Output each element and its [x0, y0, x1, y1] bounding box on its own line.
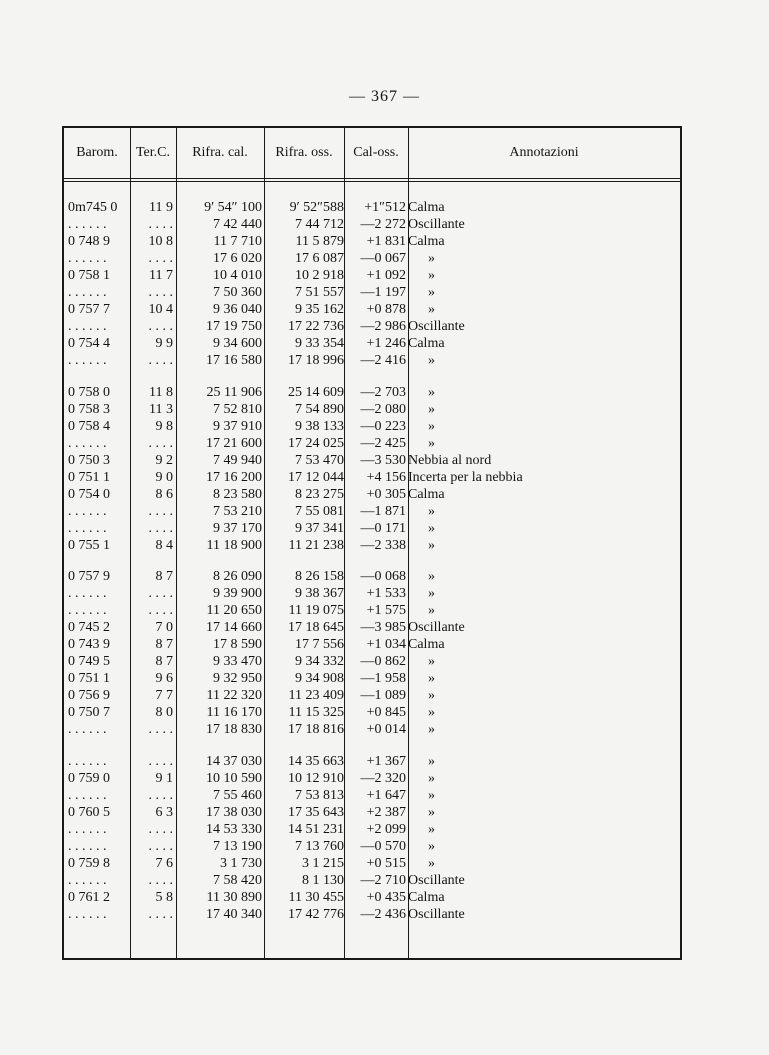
rifra-oss-cell: 3 1 215 — [302, 855, 344, 871]
annotation-cell: » — [428, 435, 435, 451]
table-row — [64, 636, 680, 653]
table-row — [64, 503, 680, 520]
barom-cell: 0 754 4 — [68, 336, 110, 352]
refraction-table — [62, 126, 682, 960]
rifra-cal-cell: 7 52 810 — [213, 401, 262, 417]
barom-cell: 0 758 4 — [68, 418, 110, 434]
cal-oss-cell: +1 831 — [366, 234, 406, 250]
annotation-cell: » — [428, 838, 435, 854]
rifra-oss-cell: 7 53 470 — [295, 452, 344, 468]
cal-oss-cell: —2 338 — [360, 537, 406, 553]
header-rule — [64, 181, 680, 182]
ter-cell: 8 4 — [155, 537, 173, 553]
cal-oss-cell: —0 223 — [360, 418, 406, 434]
cal-oss-cell: —2 703 — [360, 384, 406, 400]
annotation-cell: Calma — [408, 336, 445, 352]
ter-cell: . . . . — [148, 435, 173, 451]
ter-cell: . . . . — [148, 520, 173, 536]
rifra-cal-cell: 17 16 580 — [206, 353, 262, 369]
barom-cell: . . . . . . — [68, 722, 107, 738]
rifra-oss-cell: 9 35 162 — [295, 302, 344, 318]
cal-oss-cell: —2 986 — [360, 319, 406, 335]
header-rifra-cal: Rifra. cal. — [192, 145, 248, 160]
cal-oss-cell: +1 246 — [366, 336, 406, 352]
table-row — [64, 284, 680, 301]
rifra-oss-cell: 14 35 663 — [288, 753, 344, 769]
cal-oss-cell: —3 530 — [360, 452, 406, 468]
rifra-oss-cell: 17 18 996 — [288, 353, 344, 369]
annotation-cell: » — [428, 251, 435, 267]
table-header — [64, 128, 680, 179]
barom-cell: . . . . . . — [68, 503, 107, 519]
header-cal-oss: Cal-oss. — [353, 145, 399, 160]
cal-oss-cell: —0 862 — [360, 654, 406, 670]
cal-oss-cell: —2 710 — [360, 872, 406, 888]
rifra-oss-cell: 10 2 918 — [295, 268, 344, 284]
ter-cell: 8 7 — [155, 569, 173, 584]
cal-oss-cell: +2 099 — [366, 821, 406, 837]
rifra-oss-cell: 7 53 813 — [295, 787, 344, 803]
barom-cell: . . . . . . — [68, 821, 107, 837]
ter-cell: . . . . — [148, 753, 173, 769]
ter-cell: 11 9 — [149, 200, 173, 215]
annotation-cell: » — [428, 654, 435, 670]
barom-cell: 0 757 7 — [68, 302, 110, 318]
cal-oss-cell: +0 878 — [366, 302, 406, 318]
rifra-cal-cell: 17 38 030 — [206, 804, 262, 820]
barom-cell: 0 743 9 — [68, 637, 110, 653]
rifra-oss-cell: 17 24 025 — [288, 435, 344, 451]
cal-oss-cell: —0 570 — [360, 838, 406, 854]
barom-cell: 0 759 8 — [68, 855, 110, 871]
rifra-cal-cell: 7 49 940 — [213, 452, 262, 468]
annotation-cell: Calma — [408, 889, 445, 905]
cal-oss-cell: +1 034 — [366, 637, 406, 653]
table-row — [64, 335, 680, 352]
rifra-oss-cell: 11 23 409 — [288, 688, 344, 704]
ter-cell: . . . . — [148, 503, 173, 519]
table-row — [64, 804, 680, 821]
ter-cell: 11 3 — [149, 401, 173, 417]
table-row — [64, 384, 680, 401]
annotation-cell: » — [428, 384, 435, 400]
ter-cell: . . . . — [148, 251, 173, 267]
rifra-cal-cell: 7 58 420 — [213, 872, 262, 888]
annotation-cell: Incerta per la nebbia — [408, 469, 523, 485]
ter-cell: 9 2 — [155, 452, 173, 468]
annotation-cell: » — [428, 705, 435, 721]
cal-oss-cell: —2 425 — [360, 435, 406, 451]
rifra-cal-cell: 14 37 030 — [206, 753, 262, 769]
ter-cell: 7 6 — [155, 855, 173, 871]
rifra-cal-cell: 8 26 090 — [213, 569, 262, 584]
table-row — [64, 568, 680, 585]
rifra-oss-cell: 14 51 231 — [288, 821, 344, 837]
rifra-oss-cell: 7 54 890 — [295, 401, 344, 417]
barom-cell: . . . . . . — [68, 435, 107, 451]
rifra-cal-cell: 17 14 660 — [206, 620, 262, 636]
rifra-cal-cell: 9 33 470 — [213, 654, 262, 670]
rifra-oss-cell: 9 38 133 — [295, 418, 344, 434]
rifra-cal-cell: 17 40 340 — [206, 906, 262, 922]
rifra-cal-cell: 17 16 200 — [206, 469, 262, 485]
table-row — [64, 301, 680, 318]
table-row — [64, 199, 680, 216]
barom-cell: . . . . . . — [68, 787, 107, 803]
barom-cell: . . . . . . — [68, 319, 107, 335]
table-row — [64, 721, 680, 738]
table-row — [64, 520, 680, 537]
ter-cell: . . . . — [148, 353, 173, 369]
rifra-cal-cell: 7 53 210 — [213, 503, 262, 519]
table-row — [64, 906, 680, 923]
annotation-cell: » — [428, 285, 435, 301]
barom-cell: 0 749 5 — [68, 654, 110, 670]
barom-cell: . . . . . . — [68, 353, 107, 369]
rifra-oss-cell: 17 22 736 — [288, 319, 344, 335]
table-row — [64, 619, 680, 636]
rifra-cal-cell: 9′ 54″ 100 — [204, 200, 262, 215]
ter-cell: . . . . — [148, 586, 173, 602]
table-row — [64, 855, 680, 872]
annotation-cell: Oscillante — [408, 620, 465, 636]
ter-cell: . . . . — [148, 906, 173, 922]
annotation-cell: » — [428, 401, 435, 417]
cal-oss-cell: —2 320 — [360, 770, 406, 786]
rifra-cal-cell: 7 42 440 — [213, 217, 262, 233]
rifra-oss-cell: 10 12 910 — [288, 770, 344, 786]
cal-oss-cell: +4 156 — [366, 469, 406, 485]
rifra-cal-cell: 9 36 040 — [213, 302, 262, 318]
annotation-cell: » — [428, 804, 435, 820]
rifra-oss-cell: 9′ 52″588 — [289, 200, 344, 215]
cal-oss-cell: —0 067 — [360, 251, 406, 267]
barom-cell: . . . . . . — [68, 285, 107, 301]
annotation-cell: » — [428, 671, 435, 687]
cal-oss-cell: —2 272 — [360, 217, 406, 233]
ter-cell: 11 7 — [149, 268, 173, 284]
ter-cell: . . . . — [148, 872, 173, 888]
cal-oss-cell: —1 197 — [360, 285, 406, 301]
table-row — [64, 401, 680, 418]
barom-cell: 0 756 9 — [68, 688, 110, 704]
barom-cell: 0 757 9 — [68, 569, 110, 584]
rifra-oss-cell: 11 30 455 — [288, 889, 344, 905]
rifra-cal-cell: 9 34 600 — [213, 336, 262, 352]
cal-oss-cell: +1″512 — [364, 200, 406, 215]
cal-oss-cell: +0 014 — [366, 722, 406, 738]
ter-cell: . . . . — [148, 217, 173, 233]
table-row — [64, 469, 680, 486]
cal-oss-cell: —0 171 — [360, 520, 406, 536]
annotation-cell: Calma — [408, 637, 445, 653]
rifra-cal-cell: 10 10 590 — [206, 770, 262, 786]
annotation-cell: Oscillante — [408, 906, 465, 922]
barom-cell: . . . . . . — [68, 603, 107, 619]
annotation-cell: » — [428, 855, 435, 871]
rifra-oss-cell: 17 42 776 — [288, 906, 344, 922]
ter-cell: 10 8 — [148, 234, 173, 250]
ter-cell: 10 4 — [148, 302, 173, 318]
ter-cell: . . . . — [148, 722, 173, 738]
ter-cell: 8 6 — [155, 486, 173, 502]
barom-cell: 0 751 1 — [68, 671, 110, 687]
cal-oss-cell: —2 436 — [360, 906, 406, 922]
rifra-cal-cell: 9 39 900 — [213, 586, 262, 602]
ter-cell: . . . . — [148, 319, 173, 335]
table-row — [64, 267, 680, 284]
table-row — [64, 872, 680, 889]
table-row — [64, 602, 680, 619]
barom-cell: 0 748 9 — [68, 234, 110, 250]
cal-oss-cell: +0 845 — [366, 705, 406, 721]
annotation-cell: » — [428, 688, 435, 704]
rifra-oss-cell: 9 33 354 — [295, 336, 344, 352]
barom-cell: 0 750 3 — [68, 452, 110, 468]
ter-cell: 9 1 — [155, 770, 173, 786]
annotation-cell: » — [428, 586, 435, 602]
rifra-oss-cell: 9 38 367 — [295, 586, 344, 602]
rifra-cal-cell: 9 37 910 — [213, 418, 262, 434]
rifra-cal-cell: 14 53 330 — [206, 821, 262, 837]
table-row — [64, 585, 680, 602]
ter-cell: 11 8 — [149, 384, 173, 400]
rifra-cal-cell: 7 13 190 — [213, 838, 262, 854]
table-row — [64, 486, 680, 503]
ter-cell: 5 8 — [155, 889, 173, 905]
rifra-cal-cell: 7 55 460 — [213, 787, 262, 803]
cal-oss-cell: +2 387 — [366, 804, 406, 820]
barom-cell: 0 758 1 — [68, 268, 110, 284]
rifra-cal-cell: 25 11 906 — [206, 384, 262, 400]
rifra-oss-cell: 9 34 908 — [295, 671, 344, 687]
ter-cell: 9 6 — [155, 671, 173, 687]
table-row — [64, 753, 680, 770]
header-annotazioni: Annotazioni — [509, 145, 579, 160]
rifra-cal-cell: 11 7 710 — [213, 234, 262, 250]
rifra-cal-cell: 17 6 020 — [213, 251, 262, 267]
rifra-cal-cell: 9 37 170 — [213, 520, 262, 536]
annotation-cell: Oscillante — [408, 217, 465, 233]
annotation-cell: » — [428, 268, 435, 284]
annotation-cell: » — [428, 537, 435, 553]
cal-oss-cell: +1 367 — [366, 753, 406, 769]
annotation-cell: Calma — [408, 234, 445, 250]
barom-cell: . . . . . . — [68, 753, 107, 769]
ter-cell: 8 7 — [155, 637, 173, 653]
ter-cell: 9 9 — [155, 336, 173, 352]
annotation-cell: » — [428, 503, 435, 519]
ter-cell: 9 0 — [155, 469, 173, 485]
annotation-cell: Oscillante — [408, 319, 465, 335]
rifra-oss-cell: 17 6 087 — [295, 251, 344, 267]
cal-oss-cell: —1 089 — [360, 688, 406, 704]
rifra-cal-cell: 7 50 360 — [213, 285, 262, 301]
annotation-cell: » — [428, 353, 435, 369]
table-row — [64, 435, 680, 452]
rifra-oss-cell: 8 1 130 — [302, 872, 344, 888]
annotation-cell: Calma — [408, 486, 445, 502]
ter-cell: 8 7 — [155, 654, 173, 670]
rifra-cal-cell: 8 23 580 — [213, 486, 262, 502]
annotation-cell: » — [428, 753, 435, 769]
header-rifra-oss: Rifra. oss. — [275, 145, 333, 160]
rifra-oss-cell: 7 44 712 — [295, 217, 344, 233]
cal-oss-cell: —0 068 — [360, 569, 406, 584]
cal-oss-cell: +1 647 — [366, 787, 406, 803]
ter-cell: . . . . — [148, 285, 173, 301]
annotation-cell: » — [428, 603, 435, 619]
rifra-oss-cell: 8 26 158 — [295, 569, 344, 584]
rifra-oss-cell: 17 35 643 — [288, 804, 344, 820]
rifra-oss-cell: 9 37 341 — [295, 520, 344, 536]
ter-cell: . . . . — [148, 787, 173, 803]
barom-cell: 0 750 7 — [68, 705, 110, 721]
table-row — [64, 452, 680, 469]
table-row — [64, 318, 680, 335]
barom-cell: 0 751 1 — [68, 469, 110, 485]
rifra-cal-cell: 17 8 590 — [213, 637, 262, 653]
annotation-cell: » — [428, 569, 435, 584]
ter-cell: . . . . — [148, 603, 173, 619]
annotation-cell: » — [428, 418, 435, 434]
cal-oss-cell: +1 575 — [366, 603, 406, 619]
rifra-cal-cell: 11 22 320 — [206, 688, 262, 704]
cal-oss-cell: +0 435 — [366, 889, 406, 905]
cal-oss-cell: +1 092 — [366, 268, 406, 284]
table-row — [64, 653, 680, 670]
barom-cell: . . . . . . — [68, 251, 107, 267]
annotation-cell: » — [428, 770, 435, 786]
rifra-oss-cell: 7 55 081 — [295, 503, 344, 519]
table-row — [64, 687, 680, 704]
annotation-cell: » — [428, 722, 435, 738]
barom-cell: . . . . . . — [68, 217, 107, 233]
table-row — [64, 787, 680, 804]
cal-oss-cell: +0 515 — [366, 855, 406, 871]
cal-oss-cell: —3 985 — [360, 620, 406, 636]
rifra-oss-cell: 11 5 879 — [295, 234, 344, 250]
table-row — [64, 537, 680, 554]
barom-cell: 0 760 5 — [68, 804, 110, 820]
table-row — [64, 770, 680, 787]
barom-cell: . . . . . . — [68, 520, 107, 536]
rifra-cal-cell: 17 21 600 — [206, 435, 262, 451]
page-number: — 367 — — [349, 88, 420, 105]
rifra-oss-cell: 9 34 332 — [295, 654, 344, 670]
annotation-cell: » — [428, 520, 435, 536]
annotation-cell: Oscillante — [408, 872, 465, 888]
barom-cell: 0 758 3 — [68, 401, 110, 417]
table-row — [64, 418, 680, 435]
ter-cell: 7 0 — [155, 620, 173, 636]
rifra-oss-cell: 17 12 044 — [288, 469, 344, 485]
rifra-oss-cell: 7 51 557 — [295, 285, 344, 301]
rifra-oss-cell: 11 15 325 — [288, 705, 344, 721]
annotation-cell: » — [428, 302, 435, 318]
cal-oss-cell: +0 305 — [366, 486, 406, 502]
rifra-cal-cell: 11 18 900 — [206, 537, 262, 553]
barom-cell: 0 759 0 — [68, 770, 110, 786]
barom-cell: 0 761 2 — [68, 889, 110, 905]
rifra-oss-cell: 17 18 816 — [288, 722, 344, 738]
cal-oss-cell: —1 871 — [360, 503, 406, 519]
rifra-cal-cell: 17 19 750 — [206, 319, 262, 335]
annotation-cell: » — [428, 821, 435, 837]
barom-cell: . . . . . . — [68, 838, 107, 854]
barom-cell: 0m745 0 — [68, 200, 118, 215]
table-row — [64, 352, 680, 369]
rifra-cal-cell: 9 32 950 — [213, 671, 262, 687]
barom-cell: 0 758 0 — [68, 384, 110, 400]
ter-cell: 6 3 — [155, 804, 173, 820]
header-barom: Barom. — [76, 145, 118, 160]
rifra-cal-cell: 11 20 650 — [206, 603, 262, 619]
annotation-cell: Nebbia al nord — [408, 452, 492, 468]
cal-oss-cell: —2 080 — [360, 401, 406, 417]
table-row — [64, 250, 680, 267]
barom-cell: 0 745 2 — [68, 620, 110, 636]
table-row — [64, 838, 680, 855]
table-row — [64, 889, 680, 906]
rifra-cal-cell: 11 30 890 — [206, 889, 262, 905]
header-ter: Ter.C. — [135, 145, 170, 160]
cal-oss-cell: —1 958 — [360, 671, 406, 687]
rifra-oss-cell: 17 7 556 — [295, 637, 344, 653]
rifra-cal-cell: 17 18 830 — [206, 722, 262, 738]
annotation-cell: Calma — [408, 200, 445, 215]
table-row — [64, 233, 680, 250]
table-row — [64, 821, 680, 838]
ter-cell: . . . . — [148, 838, 173, 854]
rifra-oss-cell: 25 14 609 — [288, 384, 344, 400]
ter-cell: . . . . — [148, 821, 173, 837]
rifra-oss-cell: 8 23 275 — [295, 486, 344, 502]
rifra-cal-cell: 10 4 010 — [213, 268, 262, 284]
cal-oss-cell: —2 416 — [360, 353, 406, 369]
table-row — [64, 216, 680, 233]
ter-cell: 9 8 — [155, 418, 173, 434]
rifra-oss-cell: 17 18 645 — [288, 620, 344, 636]
annotation-cell: » — [428, 787, 435, 803]
barom-cell: . . . . . . — [68, 872, 107, 888]
rifra-cal-cell: 3 1 730 — [220, 855, 262, 871]
barom-cell: . . . . . . — [68, 586, 107, 602]
ter-cell: 8 0 — [155, 705, 173, 721]
table-row — [64, 704, 680, 721]
rifra-oss-cell: 7 13 760 — [295, 838, 344, 854]
rifra-oss-cell: 11 21 238 — [288, 537, 344, 553]
barom-cell: . . . . . . — [68, 906, 107, 922]
barom-cell: 0 754 0 — [68, 486, 110, 502]
table-row — [64, 670, 680, 687]
cal-oss-cell: +1 533 — [366, 586, 406, 602]
rifra-oss-cell: 11 19 075 — [288, 603, 344, 619]
barom-cell: 0 755 1 — [68, 537, 110, 553]
rifra-cal-cell: 11 16 170 — [206, 705, 262, 721]
ter-cell: 7 7 — [155, 688, 173, 704]
